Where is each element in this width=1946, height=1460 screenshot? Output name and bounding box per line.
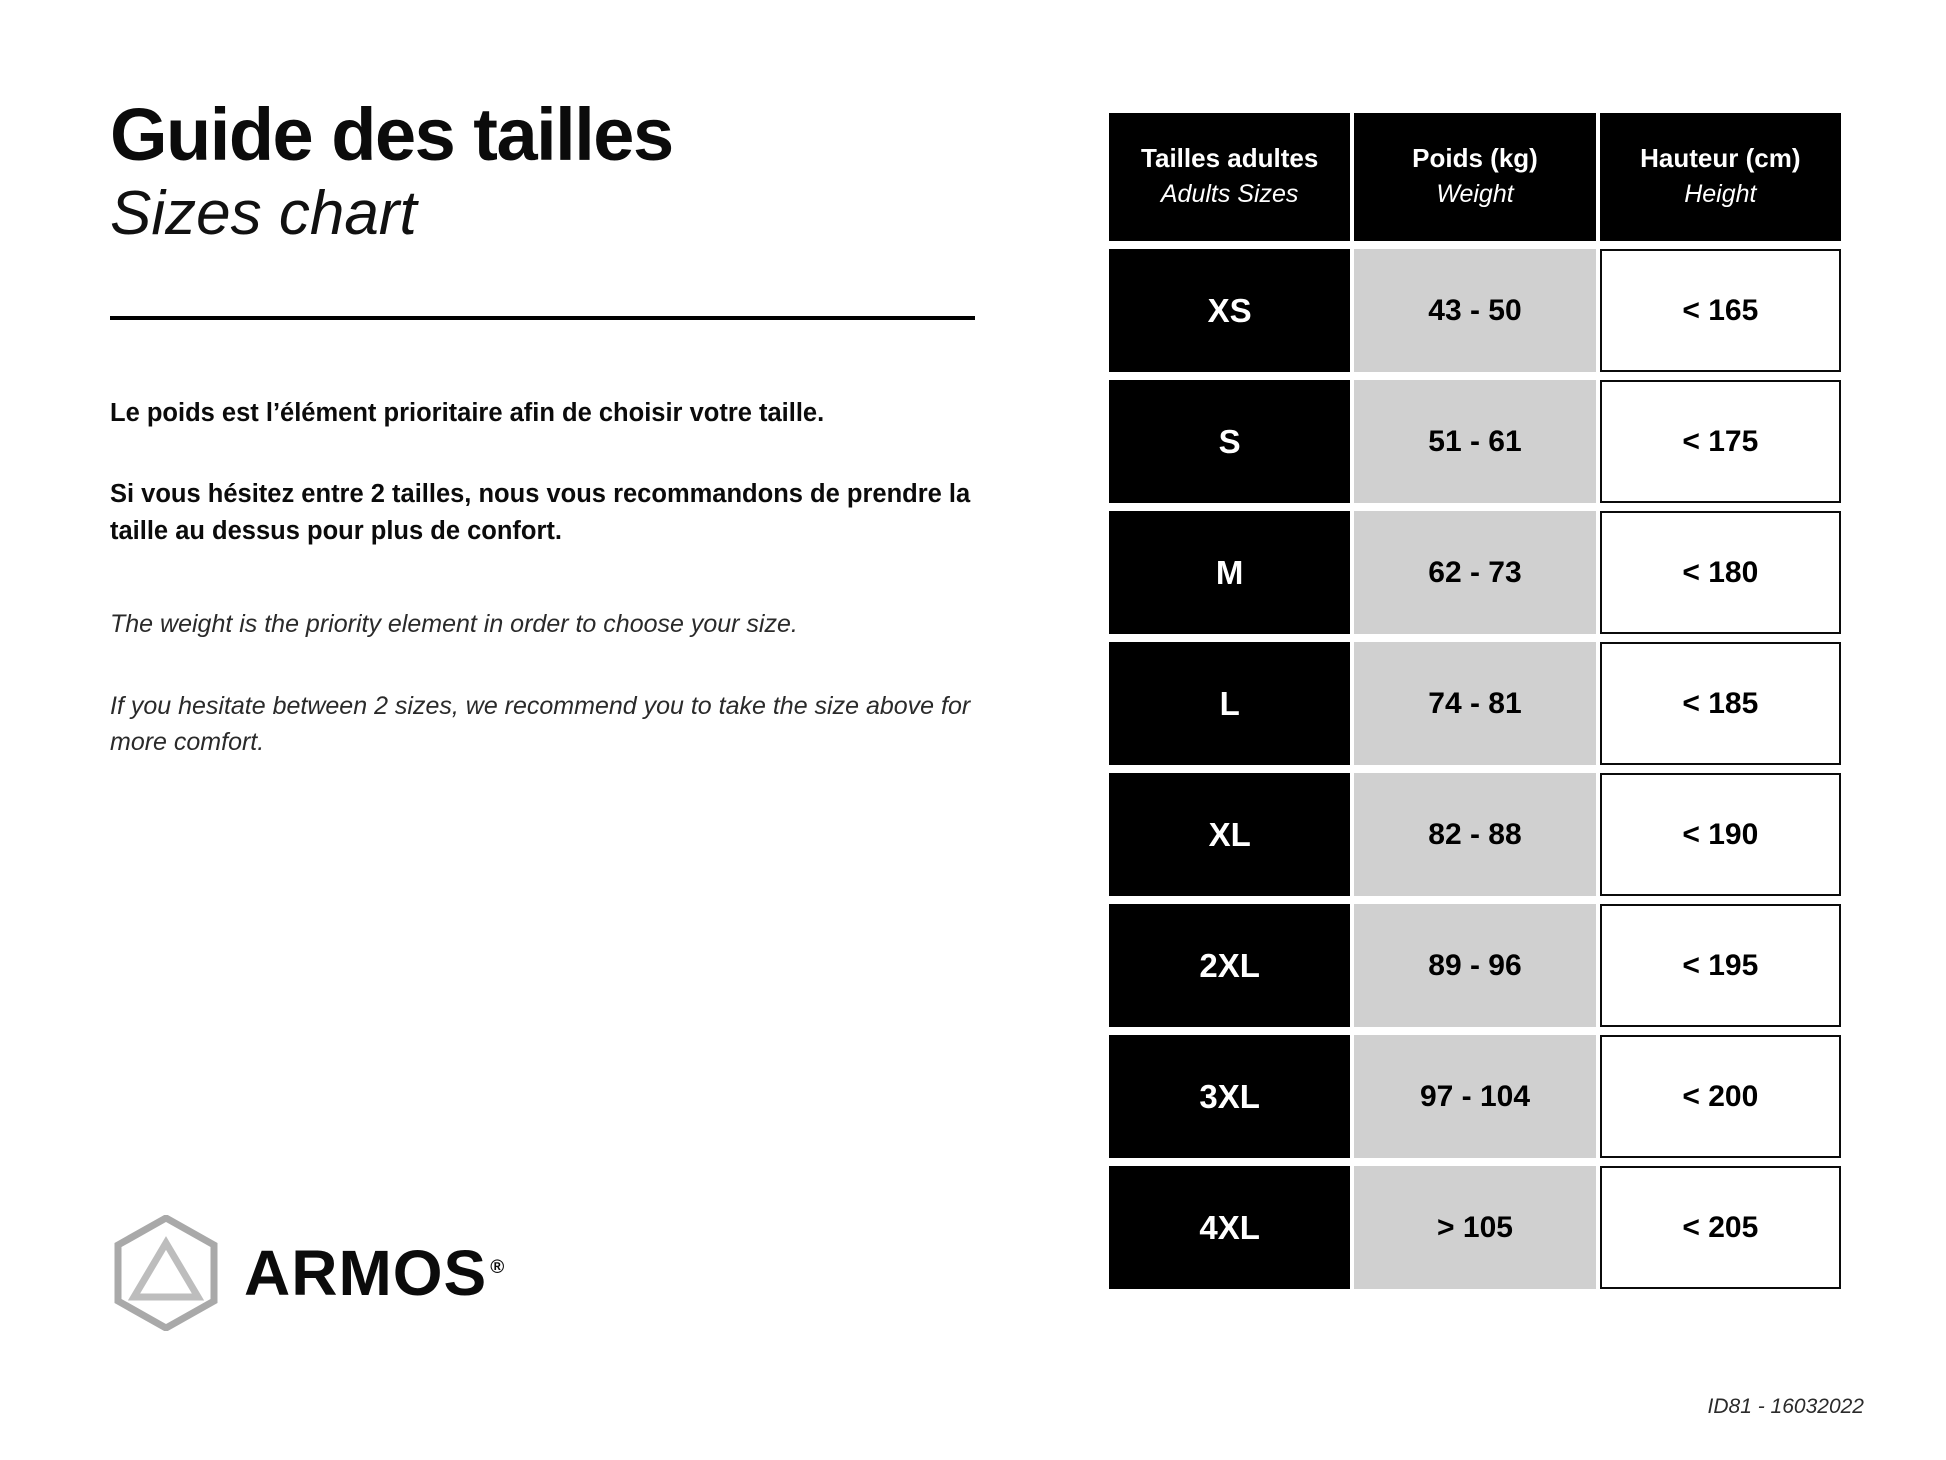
cell-height: < 165 — [1600, 249, 1841, 372]
cell-weight: 74 - 81 — [1354, 642, 1595, 765]
table-header — [1109, 113, 1841, 241]
table-row — [1109, 511, 1841, 634]
table-header-row — [1109, 113, 1841, 241]
cell-size: L — [1109, 642, 1350, 765]
cell-size: XS — [1109, 249, 1350, 372]
cell-height: < 195 — [1600, 904, 1841, 1027]
cell-height: < 200 — [1600, 1035, 1841, 1158]
header-adult-sizes — [1109, 113, 1350, 241]
header-height — [1600, 113, 1841, 241]
cell-size: M — [1109, 511, 1350, 634]
paragraph-fr-1: Le poids est l’élément prioritaire afin de choisir votre taille. — [110, 398, 825, 427]
sizes-table — [1105, 105, 1845, 1297]
brand-name: ARMOS ® — [244, 1237, 506, 1309]
cell-weight: > 105 — [1354, 1166, 1595, 1289]
table-row — [1109, 380, 1841, 503]
header-height-fr: Hauteur (cm) — [1640, 143, 1801, 174]
paragraph-en-2: If you hesitate between 2 sizes, we recommend you to take the size above for more comfort. — [110, 692, 971, 757]
armos-hexagon-icon — [112, 1215, 220, 1331]
header-adult-sizes-en: Adults Sizes — [1160, 180, 1299, 209]
table-body — [1109, 249, 1841, 1289]
document-reference: ID81 - 16032022 — [1707, 1395, 1864, 1418]
cell-size: 3XL — [1109, 1035, 1350, 1158]
title-divider — [110, 316, 975, 320]
table-row — [1109, 249, 1841, 372]
cell-size: XL — [1109, 773, 1350, 896]
cell-height: < 190 — [1600, 773, 1841, 896]
table-row — [1109, 642, 1841, 765]
header-adult-sizes-fr: Tailles adultes — [1141, 143, 1319, 174]
table-row — [1109, 1166, 1841, 1289]
header-weight-fr: Poids (kg) — [1412, 143, 1538, 174]
header-height-en: Height — [1684, 180, 1757, 209]
page-title-fr: Guide des tailles — [110, 93, 673, 176]
cell-height: < 185 — [1600, 642, 1841, 765]
cell-weight: 62 - 73 — [1354, 511, 1595, 634]
table-row — [1109, 1035, 1841, 1158]
cell-weight: 97 - 104 — [1354, 1035, 1595, 1158]
registered-mark: ® — [490, 1256, 506, 1278]
left-content-column — [110, 93, 990, 761]
paragraph-en-1: The weight is the priority element in order to choose your size. — [110, 609, 798, 638]
cell-size: 2XL — [1109, 904, 1350, 1027]
cell-height: < 175 — [1600, 380, 1841, 503]
brand-logo — [112, 1215, 505, 1331]
page-title-en: Sizes chart — [110, 178, 417, 248]
table-row — [1109, 773, 1841, 896]
cell-size: S — [1109, 380, 1350, 503]
paragraph-fr-2: Si vous hésitez entre 2 tailles, nous vous recommandons de prendre la taille au dessus pour plus de confort. — [110, 479, 971, 545]
cell-height: < 205 — [1600, 1166, 1841, 1289]
cell-height: < 180 — [1600, 511, 1841, 634]
header-weight — [1354, 113, 1595, 241]
header-weight-en: Weight — [1436, 180, 1514, 209]
cell-weight: 89 - 96 — [1354, 904, 1595, 1027]
cell-size: 4XL — [1109, 1166, 1350, 1289]
cell-weight: 82 - 88 — [1354, 773, 1595, 896]
table-row — [1109, 904, 1841, 1027]
cell-weight: 43 - 50 — [1354, 249, 1595, 372]
cell-weight: 51 - 61 — [1354, 380, 1595, 503]
